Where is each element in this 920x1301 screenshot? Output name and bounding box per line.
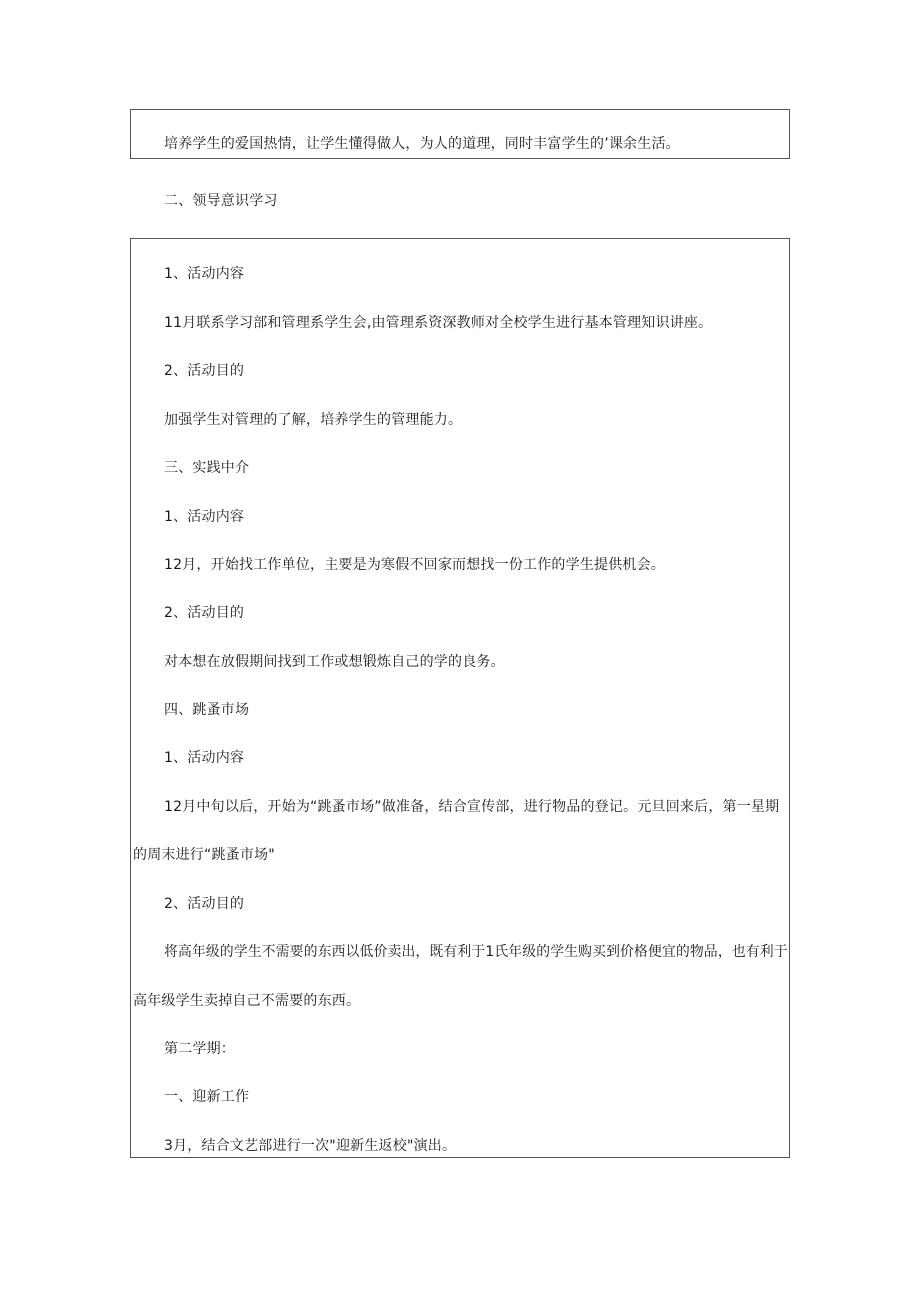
section-heading: 二、领导意识学习 [164, 193, 278, 209]
section-heading: 一、迎新工作 [164, 1089, 250, 1105]
subsection-heading: 1、活动内容 [164, 509, 245, 525]
paragraph-text: 对本想在放假期间找到工作或想锻炼自己的学的良务。 [164, 654, 505, 670]
section-heading: 三、实践中介 [164, 460, 250, 476]
paragraph-text: 11月联系学习部和管理系学生会,由管理系资深教师对全校学生进行基本管理知识讲座。 [164, 315, 713, 331]
paragraph-text: 3月，结合文艺部进行一次"迎新生返校"演出。 [164, 1138, 457, 1154]
paragraph-text: 高年级学生卖掉自己不需要的东西。 [133, 993, 361, 1009]
subsection-heading: 1、活动内容 [164, 266, 245, 282]
term-heading: 第二学期： [164, 1041, 235, 1057]
paragraph-text: 12月，开始找工作单位，主要是为寒假不回家而想找一份工作的学生提供机会。 [164, 557, 666, 573]
paragraph-text: 加强学生对管理的了解，培养学生的管理能力。 [164, 412, 463, 428]
subsection-heading: 1、活动内容 [164, 750, 245, 766]
paragraph-text: 12月中旬以后，开始为“跳蚤市场”做准备，结合宣传部，进行物品的登记。元旦回来后，第一星期 [164, 799, 780, 815]
paragraph-text: 将高年级的学生不需要的东西以低价卖出，既有利于1氏年级的学生购买到价格便宜的物品，也有利于 [164, 944, 788, 960]
paragraph-text: 的周末进行“跳蚤市场" [133, 847, 275, 863]
subsection-heading: 2、活动目的 [164, 896, 245, 912]
subsection-heading: 2、活动目的 [164, 605, 245, 621]
paragraph-text: 培养学生的爱国热情，让学生懂得做人，为人的道理，同时丰富学生的’课余生活。 [164, 136, 680, 152]
section-heading: 四、跳蚤市场 [164, 702, 250, 718]
subsection-heading: 2、活动目的 [164, 363, 245, 379]
